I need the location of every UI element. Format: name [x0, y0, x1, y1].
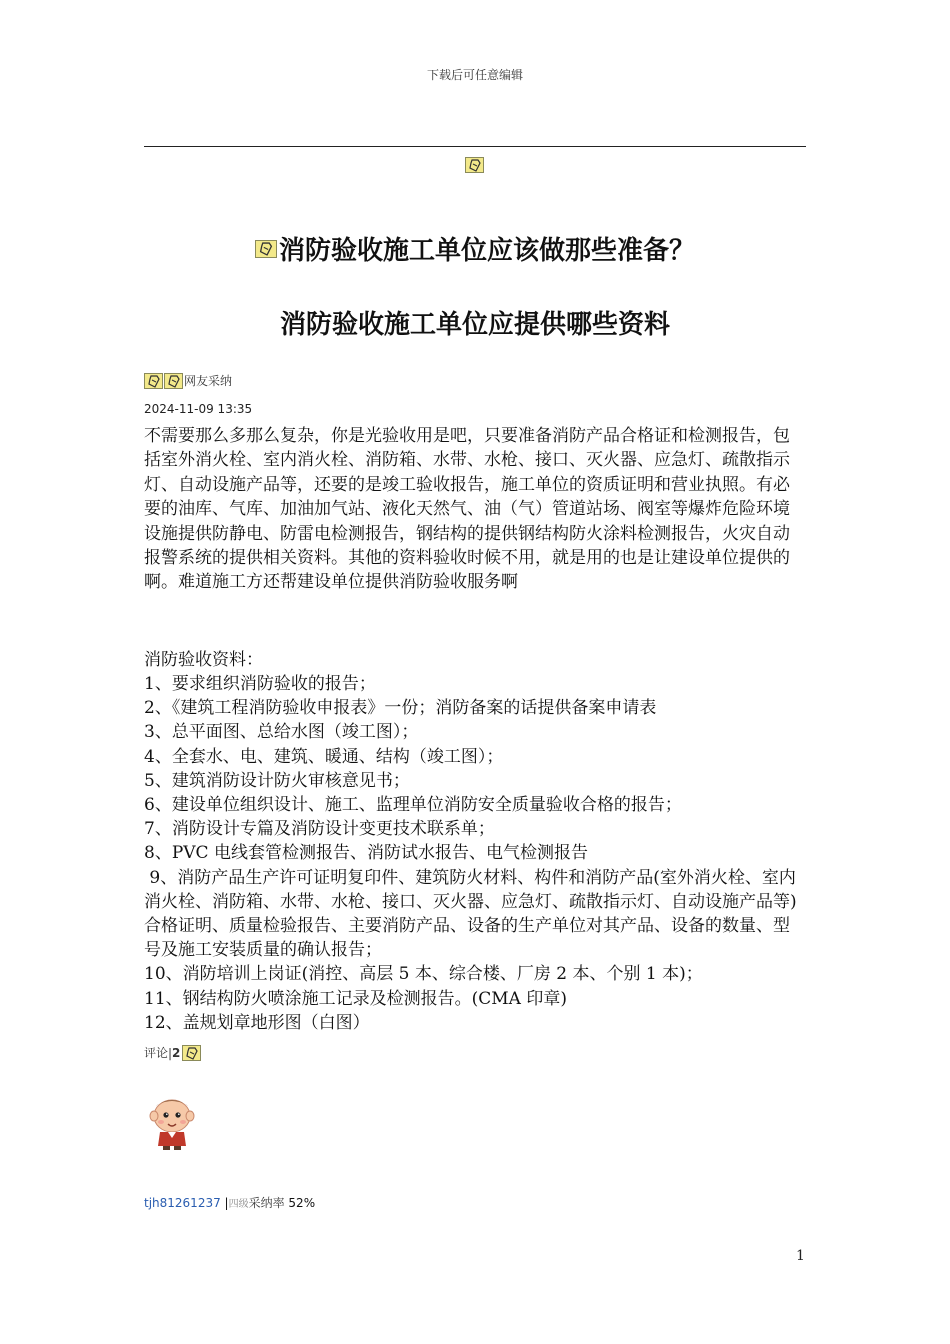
list-item: 5、建筑消防设计防火审核意见书； [144, 770, 410, 791]
comment-count: 2 [172, 1045, 181, 1060]
adoption-rate-label: 采纳率 [248, 1196, 285, 1210]
list-lead: 消防验收资料： [144, 650, 263, 670]
source-label: 网友采纳 [184, 374, 233, 388]
avatar[interactable] [146, 1092, 198, 1150]
list-item: 11、钢结构防火喷涂施工记录及检测报告。(CMA 印章) [144, 988, 567, 1009]
image-placeholder-icon[interactable] [465, 157, 484, 173]
article-title-line2: 消防验收施工单位应提供哪些资料 [279, 310, 670, 340]
user-level: 四级 [228, 1199, 249, 1210]
list-item: 4、全套水、电、建筑、暖通、结构（竣工图）； [144, 746, 504, 767]
list-item: 7、消防设计专篇及消防设计变更技术联系单； [144, 819, 495, 840]
page-number: 1 [796, 1248, 805, 1264]
image-placeholder-icon[interactable] [144, 373, 163, 389]
header-rule [144, 146, 806, 147]
list-item: 9、消防产品生产许可证明复印件、建筑防火材料、构件和消防产品(室外消火栓、室内消火栓、消防箱、水带、水枪、接口、灭火器、应急灯、疏散指示灯、自动设施产品等) 合格证明、质量检验报告、主要消防产品、设备的生产单位对其产品、设备的数量、型号及施工安装质量的确认报告； [144, 867, 803, 961]
comment-link[interactable] [144, 1044, 201, 1061]
list-item: 10、消防培训上岗证(消控、高层 5 本、综合楼、厂房 2 本、个别 1 本)； [144, 964, 703, 985]
materials-list [144, 672, 806, 1035]
post-date: 2024-11-09 13:35 [144, 402, 253, 416]
answer-paragraph: 不需要那么多那么复杂，你是光验收用是吧，只要准备消防产品合格证和检测报告，包括室外消火栓、室内消火栓、消防箱、水带、水枪、接口、灭火器、应急灯、疏散指示灯、自动设施产品等，还要的是竣工验收报告，施工单位的资质证明和营业执照。有必要的油库、气库、加油加气站、液化天然气、油（气）管道站场、阀室等爆炸危险环境设施提供防静电、防雷电检测报告，钢结构的提供钢结构防火涂料检测报告，火灾自动报警系统的提供相关资料。其他的资料验收时候不用，就是用的也是让建设单位提供的啊。难道施工方还帮建设单位提供消防验收服务啊 [144, 426, 790, 593]
source-row [144, 372, 232, 389]
username-link[interactable]: tjh81261237 [144, 1196, 221, 1210]
user-info [144, 1194, 315, 1211]
image-placeholder-icon[interactable] [182, 1045, 201, 1061]
image-placeholder-icon[interactable] [255, 240, 277, 258]
adoption-rate: 52% [284, 1196, 316, 1210]
comment-label: 评论| [144, 1046, 173, 1060]
list-item: 2、《建筑工程消防验收申报表》一份；消防备案的话提供备案申请表 [144, 698, 657, 719]
header-note: 下载后可任意编辑 [426, 68, 523, 82]
list-item: 1、要求组织消防验收的报告； [144, 674, 376, 694]
list-item: 12、盖规划章地形图（白图） [144, 1012, 370, 1033]
image-placeholder-icon[interactable] [164, 373, 183, 389]
list-item: 6、建设单位组织设计、施工、监理单位消防安全质量验收合格的报告； [144, 795, 682, 816]
separator: | [220, 1196, 229, 1210]
title-text: 消防验收施工单位应该做那些准备？ [278, 236, 695, 266]
article-title-line1 [0, 230, 950, 267]
list-item: 3、总平面图、总给水图（竣工图）； [144, 722, 419, 743]
list-item: 8、PVC 电线套管检测报告、消防试水报告、电气检测报告 [144, 843, 588, 864]
